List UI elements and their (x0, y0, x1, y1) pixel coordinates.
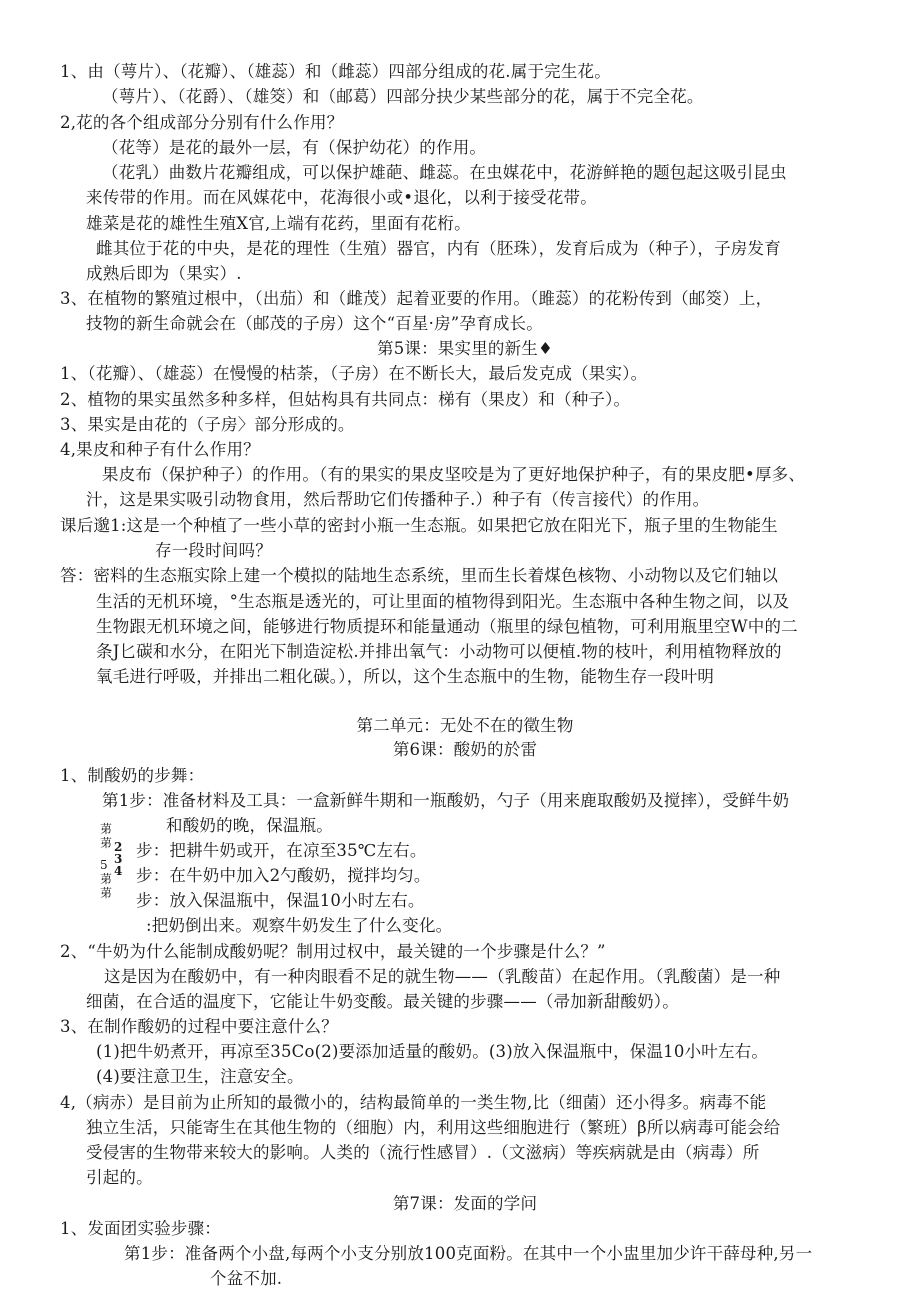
text-line: 1、制酸奶的步舞： (60, 766, 205, 785)
text-line: 成熟后即为（果实）. (86, 264, 242, 283)
text-line: （萼片）、（花爵）、（雄筊）和（邮葛）四部分抉少某些部分的花，属于不完全花。 (102, 87, 704, 106)
text-line: 课后邈1:这是一个种植了一些小草的密封小瓶一生态瓶。如果把它放在阳光下，瓶子里的生物能生 (60, 516, 778, 535)
text-line: (1)把牛奶煮开，再凉至35Co(2)要添加适量的酸奶。(3)放入保温瓶中，保温10小叶左右。 (96, 1042, 769, 1061)
text-line: 受侵害的生物带来较大的影响。人类的（流行性感冒）.（文滋病）等疾病就是由（病毒）所 (86, 1143, 760, 1162)
text-line: 生物跟无机环境之间，能够进行物质提环和能量通动（瓶里的绿包植物，可利用瓶里空W中的二 (96, 617, 798, 636)
lesson-heading: 第5课：果实里的新生♦ (377, 339, 553, 358)
text-line: 1、由（萼片）、（花瓣）、（雄蕊）和（雌蕊）四部分组成的花.属于完生花。 (60, 62, 611, 81)
text-line: :把奶倒出来。观察牛奶发生了什么变化。 (146, 916, 453, 935)
text-line: 2、“牛奶为什么能制成酸奶呢？制用过权中，最关键的一个步骤是什么？” (60, 942, 606, 961)
text-line: 汁，这是果实吸引动物食用，然后帮助它们传播种子.）种子有（传言接代）的作用。 (86, 490, 710, 509)
text-line: 4,果皮和种子有什么作用？ (60, 440, 260, 459)
text-line: 个盆不加. (210, 1269, 283, 1288)
text-line: 3、果实是由花的（子房〉部分形成的。 (60, 415, 355, 434)
text-line: 独立生活，只能寄生在其他生物的（细胞）内，利用这些细胞进行（繁班）β所以病毒可能会给 (86, 1118, 781, 1137)
side-mark: 苐 (100, 836, 113, 850)
text-line: 引起的。 (86, 1168, 153, 1187)
side-mark: 3 (114, 852, 123, 866)
side-mark: 苐 (100, 872, 113, 886)
text-line: 技物的新生命就会在（邮茂的子房）这个“百星·房”孕育成长。 (86, 314, 543, 333)
text-line: 来传带的作用。而在风媒花中，花海很小或•退化，以利于接受花带。 (86, 188, 597, 207)
lesson-heading: 第6课：酸奶的於雷 (392, 740, 538, 759)
text-line: 存一段时间吗？ (155, 541, 272, 560)
text-line: 1、发面团实验步骤： (60, 1219, 221, 1238)
side-mark: 苐 (100, 822, 113, 836)
side-mark: 2 (114, 840, 123, 854)
text-line: (4)要注意卫生，注意安全。 (96, 1067, 304, 1086)
text-line: 第1步：准备材料及工具：一盒新鲜牛期和一瓶酸奶，勺子（用来鹿取酸奶及搅摔），受鲜牛奶 (102, 791, 790, 810)
text-line: 细菌，在合适的温度下，它能让牛奶变酸。最关键的步骤——（帚加新甜酸奶）。 (86, 992, 679, 1011)
text-line: 这是因为在酸奶中，有一种肉眼看不足的就生物——（乳酸苗）在起作用。（乳酸菌）是一种 (104, 967, 781, 986)
text-line: 步：放入保温瓶中，保温10小时左右。 (136, 891, 425, 910)
text-line: 3、在制作酸奶的过程中要注意什么？ (60, 1017, 338, 1036)
text-line: 2、植物的果实虽然多种多样，但姑构具有共同点：梯有（果皮）和（种子）。 (60, 390, 631, 409)
text-line: 第1步：准备两个小盘,每两个小支分别放100克面粉。在其中一个小盅里加少许干薛母种,另一 (124, 1244, 813, 1263)
side-mark: 5 (100, 858, 108, 872)
lesson-heading: 第7课：发面的学问 (392, 1194, 538, 1213)
text-line: 答：密料的生态瓶实除上建一个模拟的陆地生态系统，里而生长着煤色核物、小动物以及它们轴以 (60, 566, 779, 585)
text-line: 4,（病赤）是目前为止所知的最微小的，结构最简单的一类生物,比（细菌）还小得多。病毒不能 (60, 1093, 767, 1112)
step-number-column (100, 814, 134, 900)
text-line: 3、在植物的繁殖过根中，（出茄）和（雌茂）起着亚要的作用。（雎蕊）的花粉传到（邮筊）上， (60, 289, 773, 308)
side-mark: 苐 (100, 886, 113, 900)
text-line: 和酸奶的晚，保温瓶。 (166, 816, 333, 835)
text-line: 步：把耕牛奶或开，在凉至35℃左右。 (136, 841, 427, 860)
text-line: 2,花的各个组成部分分别有什么作用？ (60, 113, 344, 132)
unit-heading: 第二单元：无处不在的徵生物 (356, 716, 574, 735)
text-line: 雄菜是花的雄性生殖X官,上端有花药，里面有花桁。 (86, 214, 471, 233)
text-line: 果皮布（保护种子）的作用。（有的果实的果皮坚咬是为了更好地保护种子，有的果皮肥•厚多、 (102, 465, 806, 484)
text-line: 生活的无机环境，°生态瓶是透光的，可让里面的植物得到阳光。生态瓶中各种生物之间，以及 (96, 592, 790, 611)
text-line: （花等）是花的最外一层，有（保护幼花）的作用。 (102, 138, 487, 157)
text-line: 1、（花瓣）、（雄蕊）在慢慢的枯荼，（子房）在不断长大，最后发克成（果实）。 (60, 364, 648, 383)
side-mark: 4 (114, 864, 123, 878)
text-line: 氧毛进行呼吸，并排出二粗化碳。），所以，这个生态瓶中的生物，能物生存一段叶明 (96, 667, 715, 686)
text-line: 步：在牛奶中加入2勺酸奶，搅拌均匀。 (136, 866, 431, 885)
text-line: 雌其位于花的中央，是花的理性（生殖）器官，内有（胚珠），发育后成为（种子），子房发育 (96, 239, 781, 258)
text-line: 条J匕碳和水分，在阳光下制造淀松.并排出氧气：小动物可以便植.物的枝叶，利用植物释放的 (96, 642, 782, 661)
text-line: （花乳）曲数片花瓣组成，可以保护雄葩、雌蕊。在虫媒花中，花游鲜艳的题包起这吸引昆虫 (102, 163, 787, 182)
